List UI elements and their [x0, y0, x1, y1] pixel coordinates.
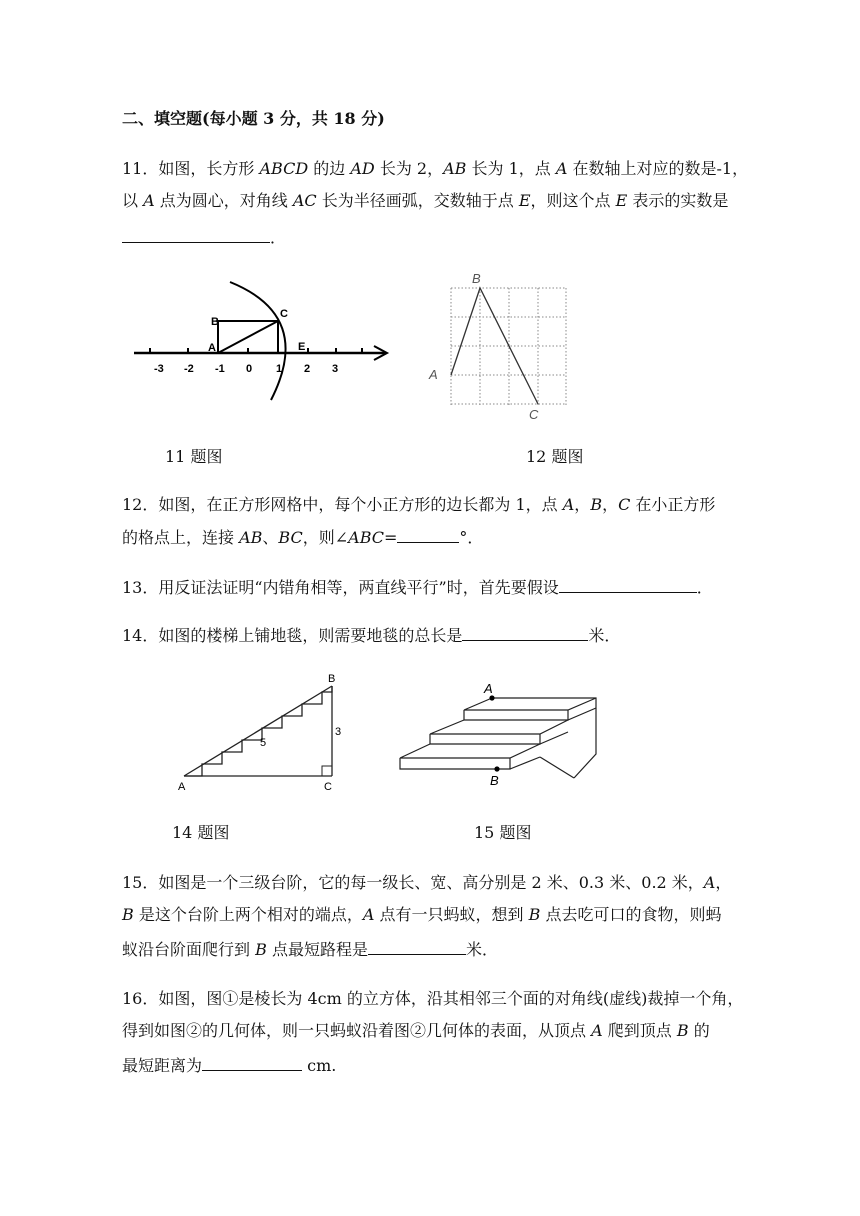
q15-text: ，: [715, 873, 732, 892]
q11-line-3: [122, 226, 286, 249]
q11-line-1: [122, 158, 748, 180]
q16-text: 的: [688, 1021, 710, 1040]
fig12-caption: 12 题图: [526, 447, 584, 466]
q15-text: 点最短路程是: [266, 940, 368, 959]
fig12-label-b: B: [472, 271, 481, 286]
q11-text: 表示的实数是: [627, 191, 729, 210]
q15-line-1: [122, 872, 731, 894]
q12-text: 、: [262, 528, 279, 547]
q11-answer-blank[interactable]: [122, 226, 270, 243]
fig14-label-hyp: 5: [260, 737, 267, 749]
q15-var: A: [703, 873, 716, 892]
q15-text: 蚁沿台阶面爬行到: [122, 940, 256, 959]
q15-var: B: [122, 905, 134, 924]
fig14-label-c: C: [324, 781, 332, 793]
q11-line-2: [122, 190, 728, 212]
q12-text: ，: [574, 495, 591, 514]
q14-number: 14．: [122, 626, 159, 645]
q12-var: BC: [278, 528, 303, 547]
fig11-caption: 11 题图: [165, 447, 223, 466]
tick-label: 3: [332, 363, 339, 375]
q16-line-1: [122, 988, 743, 1010]
q11-text: ，则这个点: [530, 191, 616, 210]
right-angle-mark: [322, 766, 332, 776]
q12-var: A: [562, 495, 575, 514]
q16-var: A: [591, 1021, 603, 1040]
q16-text: 最短距离为: [122, 1056, 203, 1075]
q11-var: AC: [292, 191, 317, 210]
q12-var: ABC: [348, 528, 384, 547]
q12-text: 在小正方形: [630, 495, 716, 514]
q13-answer-blank[interactable]: [559, 576, 697, 593]
q11-text: 的边: [308, 159, 351, 178]
q12-answer-blank[interactable]: [397, 526, 459, 543]
q16-text: 如图，图①是棱长为 4cm 的立方体，沿其相邻三个面的对角线(虚线)裁掉一个角，: [158, 989, 744, 1008]
tick-label: -2: [184, 363, 194, 375]
fig11-label-e: E: [298, 341, 306, 353]
point-a: [489, 695, 494, 700]
q14-line-1: [122, 624, 620, 647]
tick-label: 1: [276, 363, 283, 375]
fig14-label-height: 3: [335, 726, 342, 738]
q16-var: B: [676, 1021, 689, 1040]
q11-var: E: [518, 191, 531, 210]
fig14-caption: 14 题图: [172, 823, 230, 842]
q11-var: E: [615, 191, 628, 210]
q15-text: 如图是一个三级台阶，它的每一级长、宽、高分别是 2 米、0.3 米、0.2 米，: [158, 873, 704, 892]
point-b: [494, 766, 499, 771]
q15-line-2: [122, 904, 721, 926]
section-title: 二、填空题(每小题 3 分，共 18 分): [122, 109, 385, 128]
fig11-label-a: A: [208, 342, 216, 354]
q15-var: B: [255, 940, 267, 959]
q13-line-1: [122, 576, 713, 599]
q11-text: 长为 1，点: [466, 159, 556, 178]
q15-line-3: [122, 938, 498, 961]
figure-14: [174, 670, 354, 800]
fig12-label-c: C: [529, 407, 539, 422]
fig11-label-b: B: [211, 316, 219, 328]
q15-text: 点去吃可口的食物，则蚂: [540, 905, 722, 924]
q13-end: ．: [696, 578, 713, 597]
q12-var: B: [590, 495, 603, 514]
q11-var: A: [143, 191, 155, 210]
q11-text: 点为圆心，对角线: [154, 191, 293, 210]
q13-text: 用反证法证明“内错角相等，两直线平行”时，首先要假设: [158, 578, 559, 597]
q11-end: ．: [270, 228, 287, 247]
grid: [451, 288, 566, 406]
q15-text: 是这个台阶上两个相对的端点，: [133, 905, 363, 924]
tick-label: 2: [304, 363, 311, 375]
q16-line-3: [122, 1054, 336, 1077]
q14-end: 米．: [588, 626, 621, 645]
fig15-label-a: A: [484, 681, 493, 696]
fig15-caption: 15 题图: [474, 823, 532, 842]
q14-text: 如图的楼梯上铺地毯，则需要地毯的总长是: [158, 626, 463, 645]
figure-11: [130, 276, 390, 406]
q12-text: ，则∠: [302, 528, 349, 547]
q15-var: B: [528, 905, 541, 924]
q12-line-2: [122, 526, 483, 549]
q12-number: 12．: [122, 495, 159, 514]
q11-text: 在数轴上对应的数是-1，: [567, 159, 749, 178]
q16-line-2: [122, 1020, 710, 1042]
fig14-label-b: B: [328, 673, 336, 685]
fig15-label-b: B: [490, 773, 499, 788]
q15-var: A: [362, 905, 375, 924]
figure-12: [424, 266, 574, 426]
q15-end: 米．: [465, 940, 498, 959]
q15-answer-blank[interactable]: [368, 938, 466, 955]
q11-text: 长为 2，: [374, 159, 444, 178]
q11-var: A: [555, 159, 568, 178]
q11-var: AD: [350, 159, 375, 178]
fig12-label-a: A: [429, 367, 438, 382]
q12-line-1: [122, 494, 715, 516]
tick-label: -3: [154, 363, 164, 375]
q11-text: 如图，长方形: [158, 159, 260, 178]
q12-text: 的格点上，连接: [122, 528, 240, 547]
fig14-label-a: A: [178, 781, 186, 793]
q11-var: AB: [443, 159, 467, 178]
fig11-label-c: C: [280, 308, 288, 320]
q12-var: AB: [239, 528, 263, 547]
q11-text: 以: [122, 191, 144, 210]
q16-answer-blank[interactable]: [202, 1054, 302, 1071]
hypotenuse: [184, 686, 332, 776]
q12-end: °．: [459, 528, 484, 547]
q11-var: ABCD: [259, 159, 309, 178]
q12-text: 如图，在正方形网格中，每个小正方形的边长都为 1，点: [158, 495, 563, 514]
q16-text: 得到如图②的几何体，则一只蚂蚁沿着图②几何体的表面，从顶点: [122, 1021, 592, 1040]
q16-text: 爬到顶点: [602, 1021, 677, 1040]
q14-answer-blank[interactable]: [462, 624, 588, 641]
figure-15: [396, 680, 606, 800]
q13-number: 13．: [122, 578, 159, 597]
tick-label: 0: [246, 363, 253, 375]
tick-label: -1: [215, 363, 225, 375]
q12-text: =: [384, 528, 398, 547]
q11-number: 11．: [122, 159, 159, 178]
q15-number: 15．: [122, 873, 159, 892]
q12-text: ，: [602, 495, 619, 514]
q16-end: cm.: [302, 1056, 337, 1075]
q16-number: 16．: [122, 989, 159, 1008]
q12-var: C: [618, 495, 631, 514]
q15-text: 点有一只蚂蚁，想到: [374, 905, 529, 924]
q11-text: 长为半径画弧，交数轴于点: [316, 191, 519, 210]
steps: [400, 698, 596, 778]
